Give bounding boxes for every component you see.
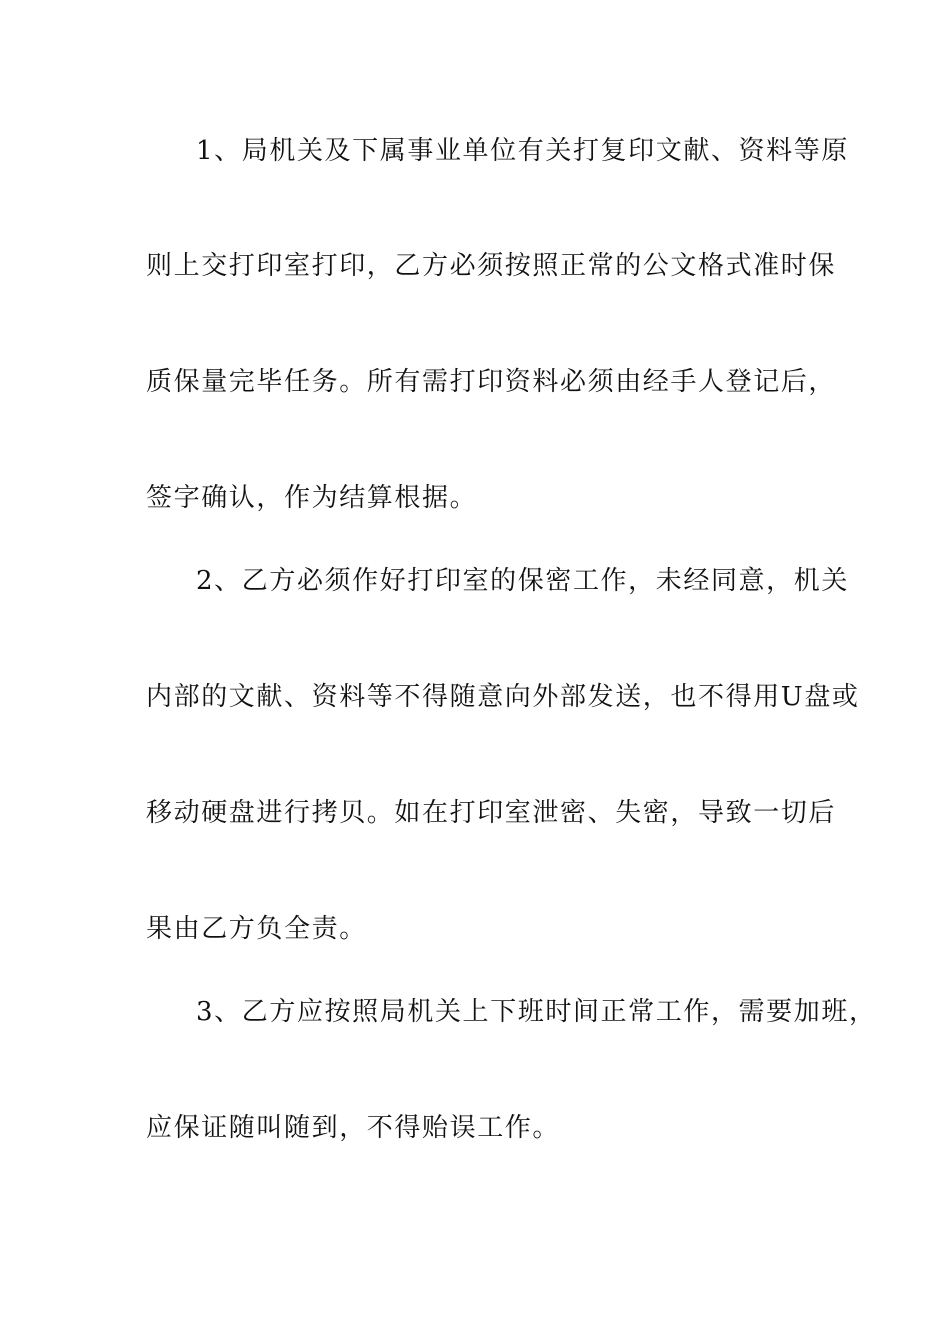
- paragraph-2-line-2: 内部的文献、资料等不得随意向外部发送，也不得用U盘或: [146, 682, 860, 712]
- paragraph-2-line-4: 果由乙方负全责。: [146, 914, 367, 944]
- paragraph-1-line-4: 签字确认，作为结算根据。: [146, 483, 478, 513]
- paragraph-1-line-3: 质保量完毕任务。所有需打印资料必须由经手人登记后，: [146, 367, 837, 397]
- paragraph-2-line-1: 2、乙方必须作好打印室的保密工作，未经同意，机关: [196, 566, 849, 596]
- paragraph-3-line-1: 3、乙方应按照局机关上下班时间正常工作，需要加班，: [196, 997, 877, 1027]
- paragraph-1-line-1: 1、局机关及下属事业单位有关打复印文献、资料等原: [196, 136, 849, 166]
- paragraph-2-line-3: 移动硬盘进行拷贝。如在打印室泄密、失密，导致一切后: [146, 798, 837, 828]
- paragraph-1-line-2: 则上交打印室打印，乙方必须按照正常的公文格式准时保: [146, 251, 837, 281]
- paragraph-3-line-2: 应保证随叫随到，不得贻误工作。: [146, 1113, 561, 1143]
